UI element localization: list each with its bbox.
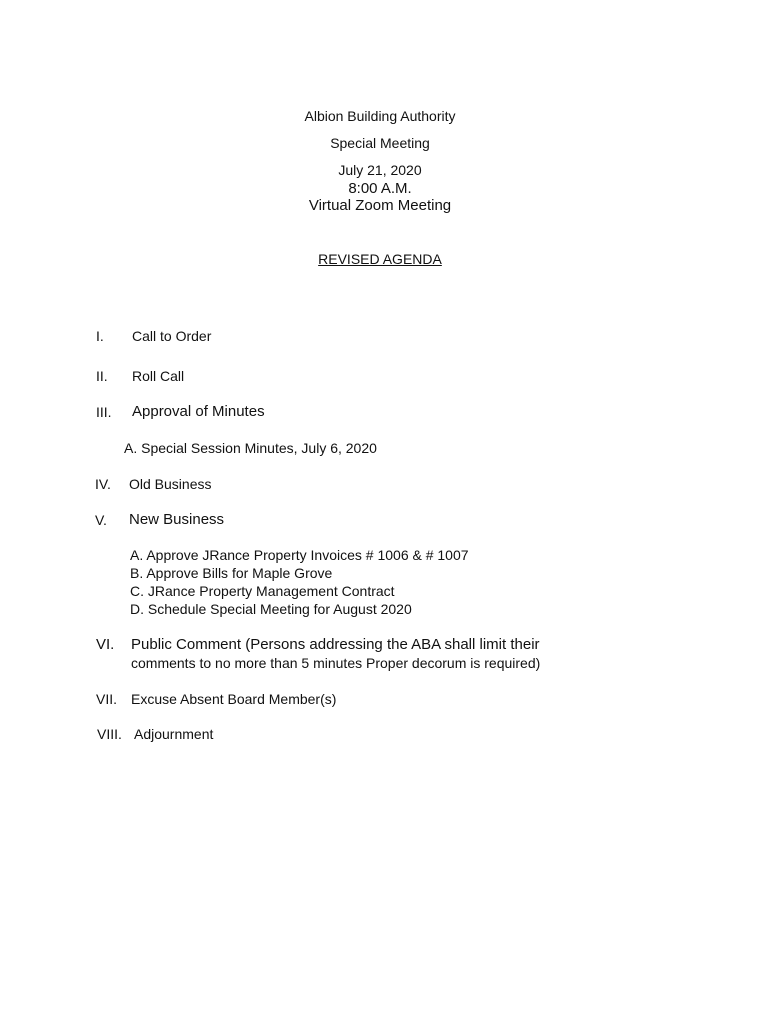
agenda-item-roll-call: Roll Call	[132, 368, 185, 384]
agenda-item-call-to-order: Call to Order	[132, 328, 212, 344]
agenda-item-number: I.	[96, 328, 104, 344]
agenda-item-number: VII.	[96, 691, 118, 707]
new-business-sub-item: B. Approve Bills for Maple Grove	[130, 565, 333, 581]
org-name: Albion Building Authority	[304, 108, 456, 124]
meeting-location: Virtual Zoom Meeting	[308, 197, 452, 214]
agenda-item-excuse-absent: Excuse Absent Board Member(s)	[131, 691, 337, 707]
new-business-sub-item: A. Approve JRance Property Invoices # 1006 & # 1007	[130, 547, 469, 563]
meeting-type: Special Meeting	[330, 135, 430, 151]
agenda-item-number: VI.	[96, 636, 115, 653]
agenda-item-public-comment: Public Comment (Persons addressing the ABA shall limit their	[131, 636, 540, 653]
agenda-item-public-comment-continued: comments to no more than 5 minutes Proper decorum is required)	[131, 655, 541, 671]
agenda-item-number: V.	[95, 512, 107, 528]
agenda-item-old-business: Old Business	[129, 476, 212, 492]
minutes-sub-item: A. Special Session Minutes, July 6, 2020	[124, 440, 377, 456]
meeting-date: July 21, 2020	[338, 162, 422, 178]
new-business-sub-item: D. Schedule Special Meeting for August 2020	[130, 601, 412, 617]
agenda-item-number: VIII.	[97, 726, 122, 742]
meeting-time: 8:00 A.M.	[348, 180, 412, 197]
agenda-item-number: II.	[96, 368, 108, 384]
agenda-item-number: IV.	[95, 476, 111, 492]
agenda-item-number: III.	[96, 404, 112, 420]
agenda-title: REVISED AGENDA	[318, 251, 442, 267]
agenda-item-adjournment: Adjournment	[134, 726, 214, 742]
agenda-item-approval-of-minutes: Approval of Minutes	[132, 403, 265, 420]
new-business-sub-item: C. JRance Property Management Contract	[130, 583, 395, 599]
agenda-item-new-business: New Business	[129, 511, 225, 528]
